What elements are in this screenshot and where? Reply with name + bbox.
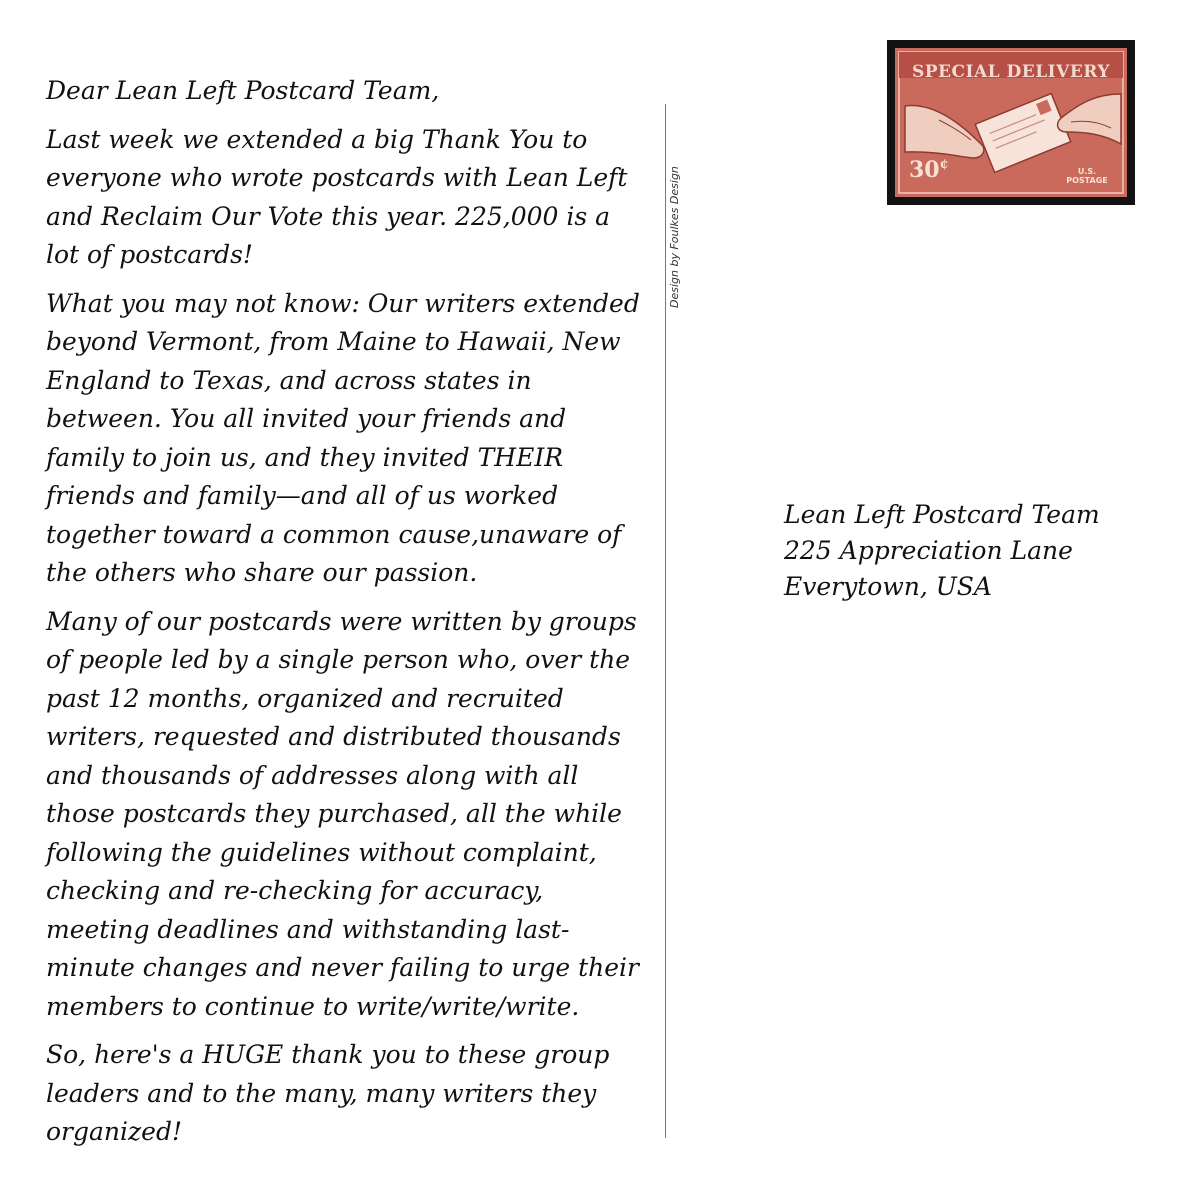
message-paragraph: Many of our postcards were written by groups of people led by a single person who, over the past 12 months, organized and recruited writers, requested and distributed thousands and thousands of addresses along with all those postcards they purchased, all the while following the guidelines without complaint, checking and re-checking for accuracy, meeting deadlines and withstanding last-minute changes and never failing to urge their members to continue to write/write/write.: [46, 606, 639, 1021]
stamp-header: SPECIAL DELIVERY: [911, 62, 1111, 82]
address-line-city: Everytown, USA: [784, 572, 992, 601]
message-paragraph: What you may not know: Our writers extended beyond Vermont, from Maine to Hawaii, New England to Texas, and across states in between. You all invited your friends and family to join us, and they invited THEIR friends and family—and all of us worked together toward a common cause,unaware of the others who share our passion.: [46, 288, 640, 587]
stamp-value: 30: [909, 157, 940, 183]
recipient-address: [784, 497, 1144, 605]
design-credit: Design by Foulkes Design: [668, 166, 681, 308]
stamp-country-line: U.S.: [1077, 167, 1097, 176]
message-paragraph: Last week we extended a big Thank You to everyone who wrote postcards with Lean Left and Reclaim Our Vote this year. 225,000 is a lot of postcards!: [46, 124, 628, 269]
address-line-street: 225 Appreciation Lane: [784, 536, 1073, 565]
postage-stamp: [887, 40, 1135, 205]
stamp-denomination: [909, 157, 949, 183]
postcard-divider: [665, 104, 666, 1138]
stamp-country-line: POSTAGE: [1066, 176, 1108, 185]
stamp-face: [895, 48, 1127, 197]
message-greeting: Dear Lean Left Postcard Team,: [46, 76, 440, 105]
address-line-name: Lean Left Postcard Team: [784, 500, 1100, 529]
stamp-value-unit: ¢: [939, 157, 949, 172]
message-body: [46, 72, 646, 1162]
message-paragraph: So, here's a HUGE thank you to these group leaders and to the many, many writers they organized!: [46, 1040, 610, 1146]
stamp-country: [1059, 167, 1115, 185]
